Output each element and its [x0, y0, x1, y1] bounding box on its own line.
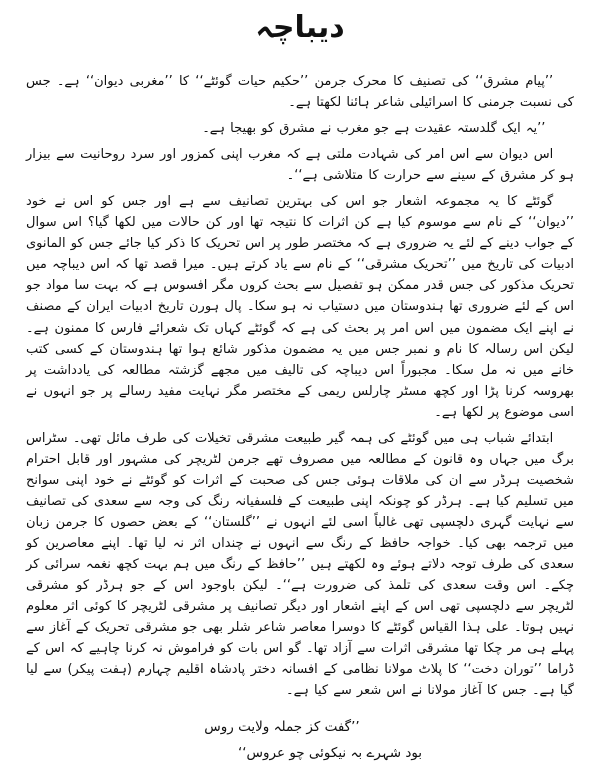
- preface-paragraph: ’’پیام مشرق‘‘ کی تصنیف کا محرک جرمن ’’حکیم حیات گوئٹے‘‘ کا ’’مغربی دیوان‘‘ ہے۔ جس کی نسبت جرمنی کا اسرائیلی شاعر ہائنا لکھتا ہے۔: [26, 74, 574, 111]
- verse-line: ’’گفت کز جملہ ولایت روس: [204, 719, 360, 736]
- preface-quote-opening: ’’یہ ایک گلدستہ عقیدت ہے جو مغرب نے مشرق کو بھیجا ہے۔: [202, 121, 546, 137]
- preface-body: [26, 71, 574, 701]
- closing-verse: [26, 715, 574, 766]
- verse-line: بود شہرے بہ نیکوئی چو عروس‘‘: [237, 745, 423, 761]
- preface-paragraph: ابتدائے شباب ہی میں گوئٹے کی ہمہ گیر طبیعت مشرقی تخیلات کی طرف مائل تھی۔ سٹراس برگ میں جہاں وہ قانون کے مطالعہ میں مصروف تھے جرمن لٹریچر کی مشہور اور قابل احترام شخصیت ہرڈر سے ان کی ملاقات ہوئی جس کی صحبت کے اثرات کو گوئٹے نے خود اپنی سوانح میں تسلیم کیا ہے۔ ہرڈر کو چونکہ اپنی طبیعت کے فلسفیانہ رنگ کی وجہ سے سعدی کی تصانیف سے نہایت گہری دلچسپی تھی غالباً اسی لئے انہوں نے ’’گلستان‘‘ کے بعض حصوں کا جرمن زبان میں ترجمہ بھی کیا۔ خواجہ حافظ کے رنگ سے انہوں نے چنداں اثر نہ لیا تھا۔ اپنے معاصرین کو سعدی کی طرف توجہ دلاتے ہوئے وہ لکھتے ہیں ’’حافظ کے رنگ میں ہم بہت کچھ نغمہ سرائی کر چکے۔ اس وقت سعدی کی تلمذ کی ضرورت ہے‘‘۔ لیکن باوجود اس کے جو ہرڈر کو مشرقی لٹریچر سے دلچسپی تھی اس کے اپنے اشعار اور دیگر تصانیف پر مشرقی لٹریچر کا کوئی اثر معلوم نہیں ہوتا۔ علی ہذا القیاس گوئٹے کا دوسرا معاصر شاعر شلر بھی جو مشرقی تحریک کے آغاز سے پہلے ہی مر چکا تھا مشرقی اثرات سے آزاد تھا۔ گو اس بات کو فراموش نہ کرنا چاہیے کہ اس کے ڈراما ’’توران دخت‘‘ کا پلاٹ مولانا نظامی کے افسانہ دختر پادشاہ اقلیم چہارم (ہفت پیکر) سے لیا گیا ہے۔ جس کا آغاز مولانا نے اس شعر سے کیا ہے۔: [26, 430, 574, 699]
- preface-quote-continuation: اس دیوان سے اس امر کی شہادت ملتی ہے کہ مغرب اپنی کمزور اور سرد روحانیت سے بیزار ہو کر مشرق کے سینے سے حرارت کا متلاشی ہے‘‘۔: [26, 147, 574, 184]
- preface-paragraph: گوئٹے کا یہ مجموعہ اشعار جو اس کی بہترین تصانیف سے ہے اور جس کو اس نے خود ’’دیوان‘‘ کے نام سے موسوم کیا ہے کن اثرات کا نتیجہ تھا اور کن حالات میں لکھا گیا؟ اس سوال کے جواب دینے کے لئے یہ ضروری ہے کہ مختصر طور پر اس تحریک کا ذکر کیا جائے جس کو المانوی ادبیات کی تاریخ میں ’’تحریک مشرقی‘‘ کے نام سے یاد کرتے ہیں۔ میرا قصد تھا کہ اس دیباچہ میں تحریک مذکور کی جس قدر ممکن ہو تفصیل سے بحث کروں مگر افسوس ہے کہ بہت سا مواد جو اس کے لئے ضروری تھا ہندوستان میں دستیاب نہ ہو سکا۔ پال ہورن تاریخ ادبیات ایران کے مصنف نے اپنے ایک مضمون میں اس امر پر بحث کی ہے کہ گوئٹے کہاں تک شعرائے فارس کا ممنون ہے۔ لیکن اس رسالہ کا نام و نمبر جس میں یہ مضمون مذکور شائع ہوا تھا ہندوستان کے کسی کتب خانے میں نہ مل سکا۔ مجبوراً اس دیباچہ کی تالیف میں مجھے گزشتہ مطالعہ کی یادداشت پر بھروسہ کرنا پڑا اور کچھ مسٹر چارلس ریمی کے مختصر مگر نہایت مفید رسالے پر جو انہوں نے اسی موضوع پر لکھا ہے۔: [26, 194, 574, 420]
- page-title: دیباچہ: [255, 10, 345, 45]
